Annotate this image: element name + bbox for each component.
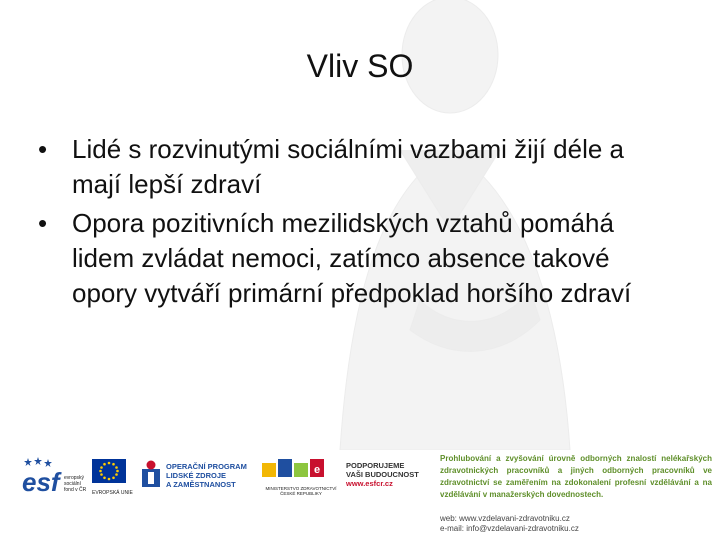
- esf-line1: evropský: [64, 475, 85, 481]
- footer-logo-bar: [0, 447, 720, 540]
- esf-mark: esf: [22, 467, 60, 497]
- bullet-text: Lidé s rozvinutými sociálními vazbami žijí déle a mají lepší zdraví: [72, 134, 624, 199]
- oplzz-line1: OPERAČNÍ PROGRAM: [166, 462, 247, 471]
- slide-title: Vliv SO: [306, 48, 414, 84]
- eu-logo: [92, 459, 132, 499]
- contact-info: [440, 514, 712, 534]
- esf-line3: fond v ČR: [64, 487, 87, 493]
- ministry-logo: [262, 459, 340, 499]
- bullet-text: Opora pozitivních mezilidských vztahů pomáhá lidem zvládat nemoci, zatímco absence takové opory vytváří primární předpoklad horšího zdraví: [72, 208, 632, 308]
- bullet-item: [38, 206, 658, 311]
- bullet-marker: •: [38, 134, 48, 164]
- contact-email: e-mail: info@vzdelavani-zdravotniku.cz: [440, 524, 579, 533]
- bullet-marker: •: [38, 208, 48, 238]
- bullet-item: [38, 132, 658, 202]
- ministry-emblem-icon: [262, 459, 334, 481]
- eu-flag-icon: [92, 459, 126, 483]
- podporujeme-line2: VAŠI BUDOUCNOST: [346, 470, 419, 479]
- bullet-list: [38, 132, 658, 315]
- esf-line2: sociální: [64, 481, 81, 487]
- eu-label: EVROPSKÁ UNIE: [92, 490, 133, 496]
- ministry-line1: MINISTERSTVO ZDRAVOTNICTVÍ: [265, 486, 337, 491]
- oplzz-logo: [140, 459, 255, 499]
- podporujeme-logo: [346, 461, 436, 501]
- oplzz-figure-icon: [140, 459, 162, 489]
- podporujeme-line1: PODPORUJEME: [346, 461, 405, 470]
- contact-web: web: www.vzdelavani-zdravotniku.cz: [440, 514, 570, 523]
- svg-text:e: e: [314, 464, 321, 476]
- oplzz-line2: LIDSKÉ ZDROJE: [166, 471, 227, 480]
- project-description: Prohlubování a zvyšování úrovně odborných znalostí nelékařských zdravotnických pracovníků a jiných odborných pracovníků ve zdravotnictví se zaměřením na zdokonalení profesní vzdělávání a na vzdělávání v manažerských dovednostech.: [440, 454, 712, 499]
- podporujeme-web: www.esfcr.cz: [346, 479, 393, 488]
- esf-logo: [22, 457, 92, 497]
- oplzz-line3: A ZAMĚSTNANOST: [166, 480, 236, 489]
- ministry-line2: ČESKÉ REPUBLIKY: [280, 491, 322, 496]
